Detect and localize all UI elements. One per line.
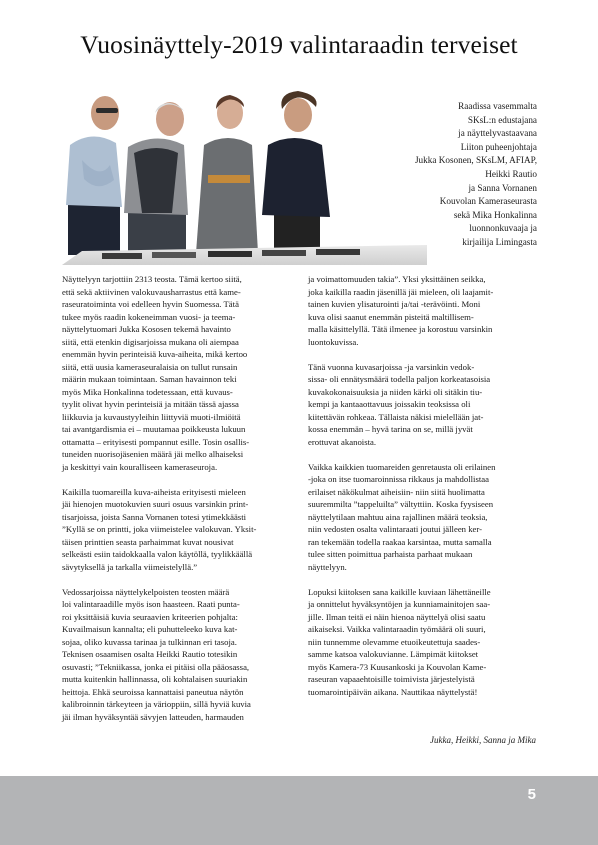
article-paragraph bbox=[62, 273, 290, 473]
caption-line: Liiton puheenjohtaja bbox=[460, 141, 537, 152]
text-line: malla käsittelyllä. Tätä ilmenee ja korostuu varsinkin bbox=[308, 324, 493, 334]
text-line: Teknisen osaamisen osalta Heikki Rautio totesikin bbox=[62, 649, 238, 659]
text-line: siitä, että etenkin digisarjoissa mukana oli aiempaa bbox=[62, 336, 239, 347]
page-footer bbox=[0, 776, 598, 845]
caption-line: SKsL:n edustajana bbox=[467, 114, 537, 125]
text-line: Näyttelyyn tarjottiin 2313 teosta. Tämä kertoo siitä, bbox=[62, 274, 242, 284]
text-line: näyttelytuomari Jukka Kososen tekemä havainto bbox=[62, 324, 231, 334]
text-line: Vedossarjoissa näyttelykelpoisten teosten määrä bbox=[62, 586, 230, 597]
text-line: määrin mukaan toimintaan. Saman havainnon teki bbox=[62, 374, 237, 384]
caption-line: kirjailija Limingasta bbox=[462, 236, 537, 247]
text-line: suuremmilta ”tappeluilta” vältyttiin. Koska fyysiseen bbox=[308, 499, 494, 509]
text-line: ja voimattomuuden takia”. Yksi yksittäinen seikka, bbox=[308, 274, 486, 284]
text-line: tuomarointipäivän aikana. Nauttikaa näyttelystä! bbox=[308, 686, 478, 697]
text-line: siitä, että uusia kameraseuralaisia on tullut runsain bbox=[62, 361, 238, 372]
text-line: Kuvailmaisun kannalta; eli puhutteleeko kuva kat- bbox=[62, 624, 238, 634]
text-line: joka kaikilla raadin jäsenillä jäi mieleen, oli laajamit- bbox=[308, 286, 494, 297]
text-line: erottuvat akanoista. bbox=[308, 436, 377, 447]
text-line: ”Kyllä se on printti, joka viimeistelee valokuvan. Yksit- bbox=[62, 524, 257, 534]
text-line: myös Kamera-73 Kuusankoski ja Kouvolan Kame- bbox=[308, 661, 487, 672]
text-line: sissa- oli ennätysmäärä todella paljon korkeatasoisia bbox=[308, 374, 491, 384]
text-line: näyttelyyn. bbox=[308, 561, 347, 572]
text-line: myös Mika Honkalinna todetessaan, että kuvaus- bbox=[62, 386, 233, 397]
text-line: kiitettävän rohkeaa. Tällaista näkisi mielellään jat- bbox=[308, 411, 484, 422]
caption-line: Jukka Kosonen, SKsLM, AFIAP, bbox=[414, 155, 537, 166]
caption-line: ja Sanna Vornanen bbox=[468, 182, 537, 193]
article-paragraph bbox=[308, 361, 536, 449]
photo-caption bbox=[400, 100, 537, 250]
article-paragraph bbox=[308, 461, 536, 574]
caption-line: Kouvolan Kameraseurasta bbox=[439, 196, 537, 207]
text-line: niin tunnemme olevamme etuoikeutettuja saades- bbox=[308, 636, 481, 647]
article-paragraph bbox=[62, 486, 290, 574]
text-line: aikaiseksi. Vaikka valintaraadin työmäärä oli suuri, bbox=[308, 624, 486, 634]
text-line: tukee myös raadin kokeneimman vuosi- ja teema- bbox=[62, 311, 236, 322]
text-line: -joka on itse tuomaroinnissa rikkaus ja mahdollistaa bbox=[308, 474, 489, 484]
text-line: että sekä aktiivinen valokuvausharrastus että kame- bbox=[62, 286, 241, 297]
text-line: mutta kuitenkin hallinnassa, oli kohtalaisen suuriakin bbox=[62, 674, 248, 684]
text-line: roi yksittäisiä kuvia seuraavien kriteerien pohjalta: bbox=[62, 611, 238, 622]
text-line: jille. Ilman teitä ei näin hienoa näyttelyä olisi saatu bbox=[308, 611, 486, 622]
jury-photo bbox=[62, 85, 427, 265]
text-line: raseuran vapaaehtoisille toimivista järjestelyistä bbox=[308, 674, 475, 684]
text-line: raseuratoiminta voi edelleen hyvin Suomessa. Tätä bbox=[62, 299, 239, 309]
article-title: Vuosinäyttely-2019 valintaraadin terveiset bbox=[80, 30, 518, 59]
caption-line: sekä Mika Honkalinna bbox=[453, 209, 537, 220]
text-line: heittoja. Ehkä seuroissa kannattaisi paneutua näytön bbox=[62, 686, 244, 697]
text-line: tai avantgardismia ei – muutamaa poikkeusta lukuun bbox=[62, 424, 246, 434]
text-line: täisen printtien seasta parhaimmat kuvat nousivat bbox=[62, 536, 234, 547]
caption-line: ja näyttelyvastaavana bbox=[458, 128, 537, 139]
text-line: tulee sitten poimittua parhaista parhaat mukaan bbox=[308, 549, 473, 559]
text-line: erilaiset näkökulmat aiheisiin- niin siitä huolimatta bbox=[308, 486, 485, 497]
text-line: ottamatta – erityisesti pompannut esille. Tosin osallis- bbox=[62, 436, 250, 447]
text-line: tisarjoissa, joista Sanna Vornanen totesi ytimekkäästi bbox=[62, 511, 247, 522]
text-line: kuvakokonaisuuksia ja niiden kärki oli sitäkin tiu- bbox=[308, 386, 483, 397]
text-line: liikkuvia ja kuvaustyyleihin liittyviä muoti-ilmiöitä bbox=[62, 411, 241, 422]
caption-line: Raadissa vasemmalta bbox=[458, 101, 537, 111]
text-line: sojaa, oliko kuvassa tarinaa ja tulkinnan eri tasoja. bbox=[62, 636, 237, 647]
text-line: kossa enemmän – hyvä tarina on se, millä jyvät bbox=[308, 424, 473, 434]
article-paragraph bbox=[308, 586, 536, 699]
text-line: sävytyksellä ja tarkalla viimeistelyllä.” bbox=[62, 561, 198, 572]
text-line: Lopuksi kiitoksen sana kaikille kuviaan lähettäneille bbox=[308, 586, 491, 597]
text-line: Tänä vuonna kuvasarjoissa -ja varsinkin vedok- bbox=[308, 361, 475, 372]
text-line: luontokuvissa. bbox=[308, 336, 359, 347]
text-line: ja keskittyi vain kouralliseen kameraseuroja. bbox=[62, 461, 218, 472]
text-line: Kaikilla tuomareilla kuva-aiheista erityisesti mieleen bbox=[62, 486, 246, 497]
text-line: niin vedosten osalta valintaraati joutui jälleen ker- bbox=[308, 524, 483, 534]
text-line: kempi ja kantaaottavuus joissakin teoksissa oli bbox=[308, 399, 471, 409]
caption-line: luonnonkuvaaja ja bbox=[469, 223, 537, 234]
text-line: selkeästi esiin taidokkaalla valon käytöllä, tyylikkäällä bbox=[62, 549, 253, 559]
text-line: tuneiden nuorisojäsenien määrä jäi melko alhaiseksi bbox=[62, 449, 244, 459]
article-paragraph bbox=[308, 273, 536, 348]
text-line: kalibroinnin tärkeyteen ja värioppiin, sillä hyviä kuvia bbox=[62, 699, 251, 709]
text-line: Vaikka kaikkien tuomareiden genretausta oli erilainen bbox=[308, 461, 496, 472]
text-line: tainen kuvien ylisaturointi ja/tai -terävöinti. Moni bbox=[308, 299, 481, 309]
page-number: 5 bbox=[527, 786, 536, 803]
text-line: loi valintaraadille myös ison haasteen. Raati punta- bbox=[62, 599, 240, 609]
caption-line: Heikki Rautio bbox=[485, 168, 537, 179]
text-line: kuva olisi saanut enemmän pisteitä maltillisem- bbox=[308, 311, 474, 322]
text-line: jäi hienojen muotokuvien suuri osuus varsinkin print- bbox=[62, 499, 249, 509]
text-line: tyylit olivat hyvin perinteisiä ja mitään tässä ajassa bbox=[62, 399, 239, 409]
article-column-right bbox=[308, 273, 536, 711]
text-line: samme katsoa valokuvianne. Lämpimät kiitokset bbox=[308, 649, 479, 659]
article-paragraph bbox=[62, 586, 290, 724]
text-line: ran tekemään todella raakaa karsintaa, mutta samalla bbox=[308, 536, 492, 547]
text-line: ja onnittelut hyväksyntöjen ja kunniamainitojen saa- bbox=[308, 599, 491, 609]
text-line: enemmän hyvin perinteisiä kuva-aiheita, mikä kertoo bbox=[62, 349, 248, 359]
text-line: jäi ilman hyväksyntää sävyjen latteuden, harmauden bbox=[62, 711, 244, 722]
article-column-left bbox=[62, 273, 290, 736]
text-line: osuvasti; ”Tekniikassa, jonka ei pitäisi olla pääosassa, bbox=[62, 661, 250, 672]
text-line: näyttelytilaan mahtuu aina rajallinen määrä teoksia, bbox=[308, 511, 488, 522]
article-signature: Jukka, Heikki, Sanna ja Mika bbox=[430, 735, 536, 745]
